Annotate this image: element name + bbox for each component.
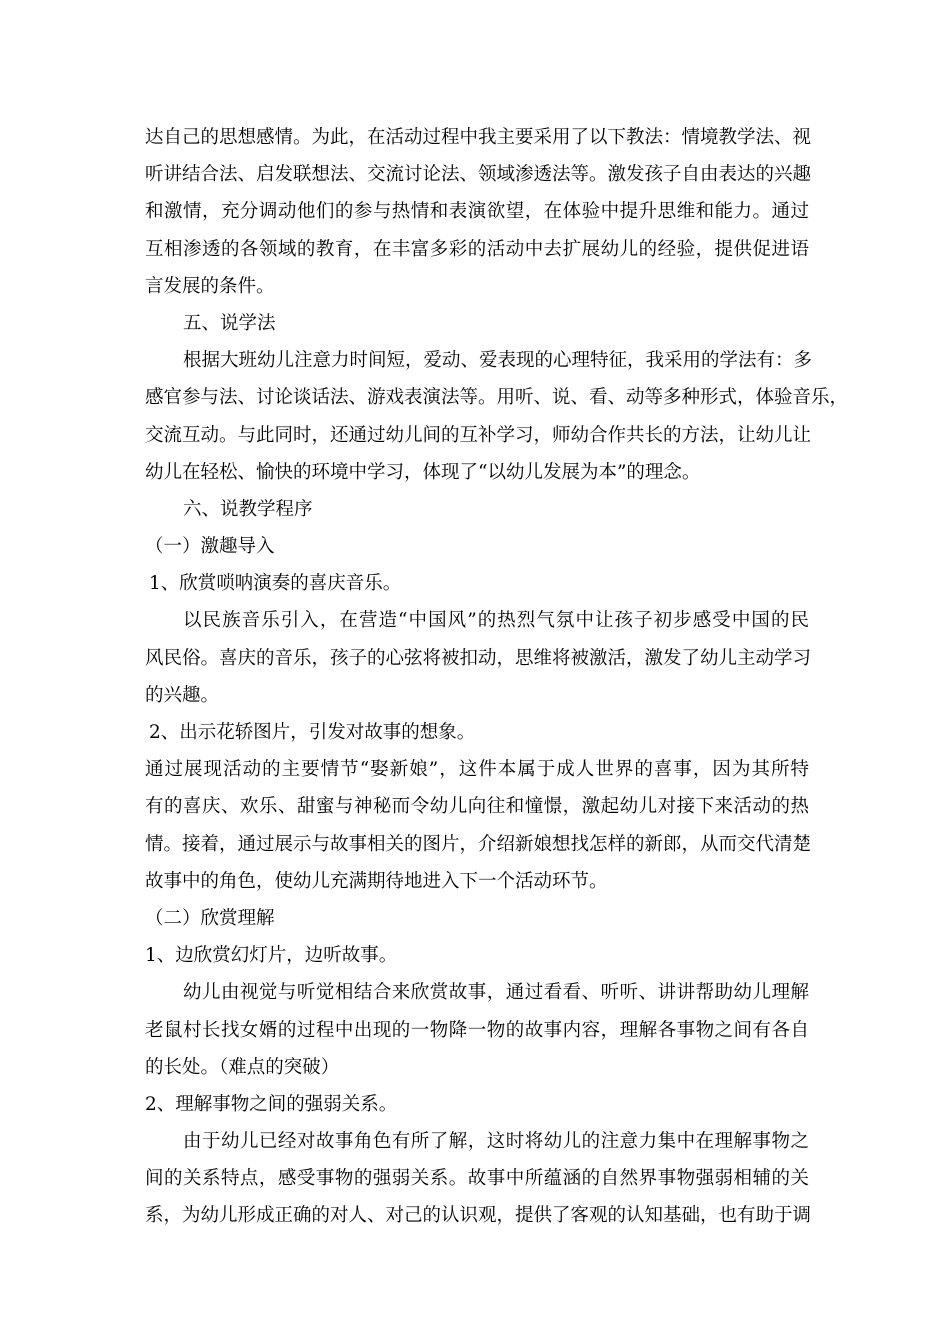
list-item: 2、理解事物之间的强弱关系。 xyxy=(145,1093,398,1115)
paragraph-line: 幼儿在轻松、愉快的环境中学习，体现了“以幼儿发展为本”的理念。 xyxy=(145,461,701,483)
paragraph-line: 有的喜庆、欢乐、甜蜜与神秘而令幼儿向往和憧憬，激起幼儿对接下来活动的热 xyxy=(145,796,809,818)
paragraph-line: 以民族音乐引入，在营造“中国风”的热烈气氛中让孩子初步感受中国的民 xyxy=(183,610,809,632)
paragraph-line: 风民俗。喜庆的音乐，孩子的心弦将被扣动，思维将被激活，激发了幼儿主动学习 xyxy=(145,647,812,669)
paragraph-line: 言发展的条件。 xyxy=(145,275,275,297)
paragraph-line: 通过展现活动的主要情节“娶新娘”，这件本属于成人世界的喜事，因为其所特 xyxy=(145,759,809,781)
subsection-heading: （二）欣赏理解 xyxy=(145,907,275,929)
paragraph-line: 由于幼儿已经对故事角色有所了解，这时将幼儿的注意力集中在理解事物之 xyxy=(183,1131,809,1153)
paragraph-line: 故事中的角色，使幼儿充满期待地进入下一个活动环节。 xyxy=(145,870,608,892)
paragraph-line: 听讲结合法、启发联想法、交流讨论法、领域渗透法等。激发孩子自由表达的兴趣 xyxy=(145,164,812,186)
section-heading: 六、说教学程序 xyxy=(183,498,313,520)
subsection-heading: （一）激趣导入 xyxy=(145,536,275,558)
list-item: 2、出示花轿图片，引发对故事的想象。 xyxy=(149,722,476,743)
document-body xyxy=(145,119,849,1235)
paragraph-line: 的兴趣。 xyxy=(145,684,220,706)
paragraph-line: 的长处。（难点的突破） xyxy=(145,1056,340,1078)
paragraph-line: 感官参与法、讨论谈话法、游戏表演法等。用听、说、看、动等多种形式，体验音乐， xyxy=(145,387,849,409)
list-item: 1、边欣赏幻灯片，边听故事。 xyxy=(145,945,398,967)
section-heading: 五、说学法 xyxy=(183,312,276,334)
paragraph-line: 达自己的思想感情。为此，在活动过程中我主要采用了以下教法：情境教学法、视 xyxy=(145,127,812,148)
paragraph-line: 交流互动。与此同时，还通过幼儿间的互补学习，师幼合作共长的方法，让幼儿让 xyxy=(145,424,812,446)
paragraph-line: 幼儿由视觉与听觉相结合来欣赏故事，通过看看、听听、讲讲帮助幼儿理解 xyxy=(183,982,809,1004)
paragraph-line: 老鼠村长找女婿的过程中出现的一物降一物的故事内容，理解各事物之间有各自 xyxy=(145,1019,809,1041)
paragraph-line: 和激情，充分调动他们的参与热情和表演欲望，在体验中提升思维和能力。通过 xyxy=(145,201,809,223)
paragraph-line: 情。接着，通过展示与故事相关的图片，介绍新娘想找怎样的新郎，从而交代清楚 xyxy=(145,833,812,855)
paragraph-line: 间的关系特点，感受事物的强弱关系。故事中所蕴涵的自然界事物强弱相辅的关 xyxy=(145,1168,809,1190)
paragraph-line: 系，为幼儿形成正确的对人、对己的认识观，提供了客观的认知基础，也有助于调 xyxy=(145,1205,812,1227)
paragraph-line: 互相渗透的各领域的教育，在丰富多彩的活动中去扩展幼儿的经验，提供促进语 xyxy=(145,238,809,260)
paragraph-line: 根据大班幼儿注意力时间短，爱动、爱表现的心理特征，我采用的学法有：多 xyxy=(183,350,813,372)
list-item: 1、欣赏唢呐演奏的喜庆音乐。 xyxy=(149,573,402,595)
